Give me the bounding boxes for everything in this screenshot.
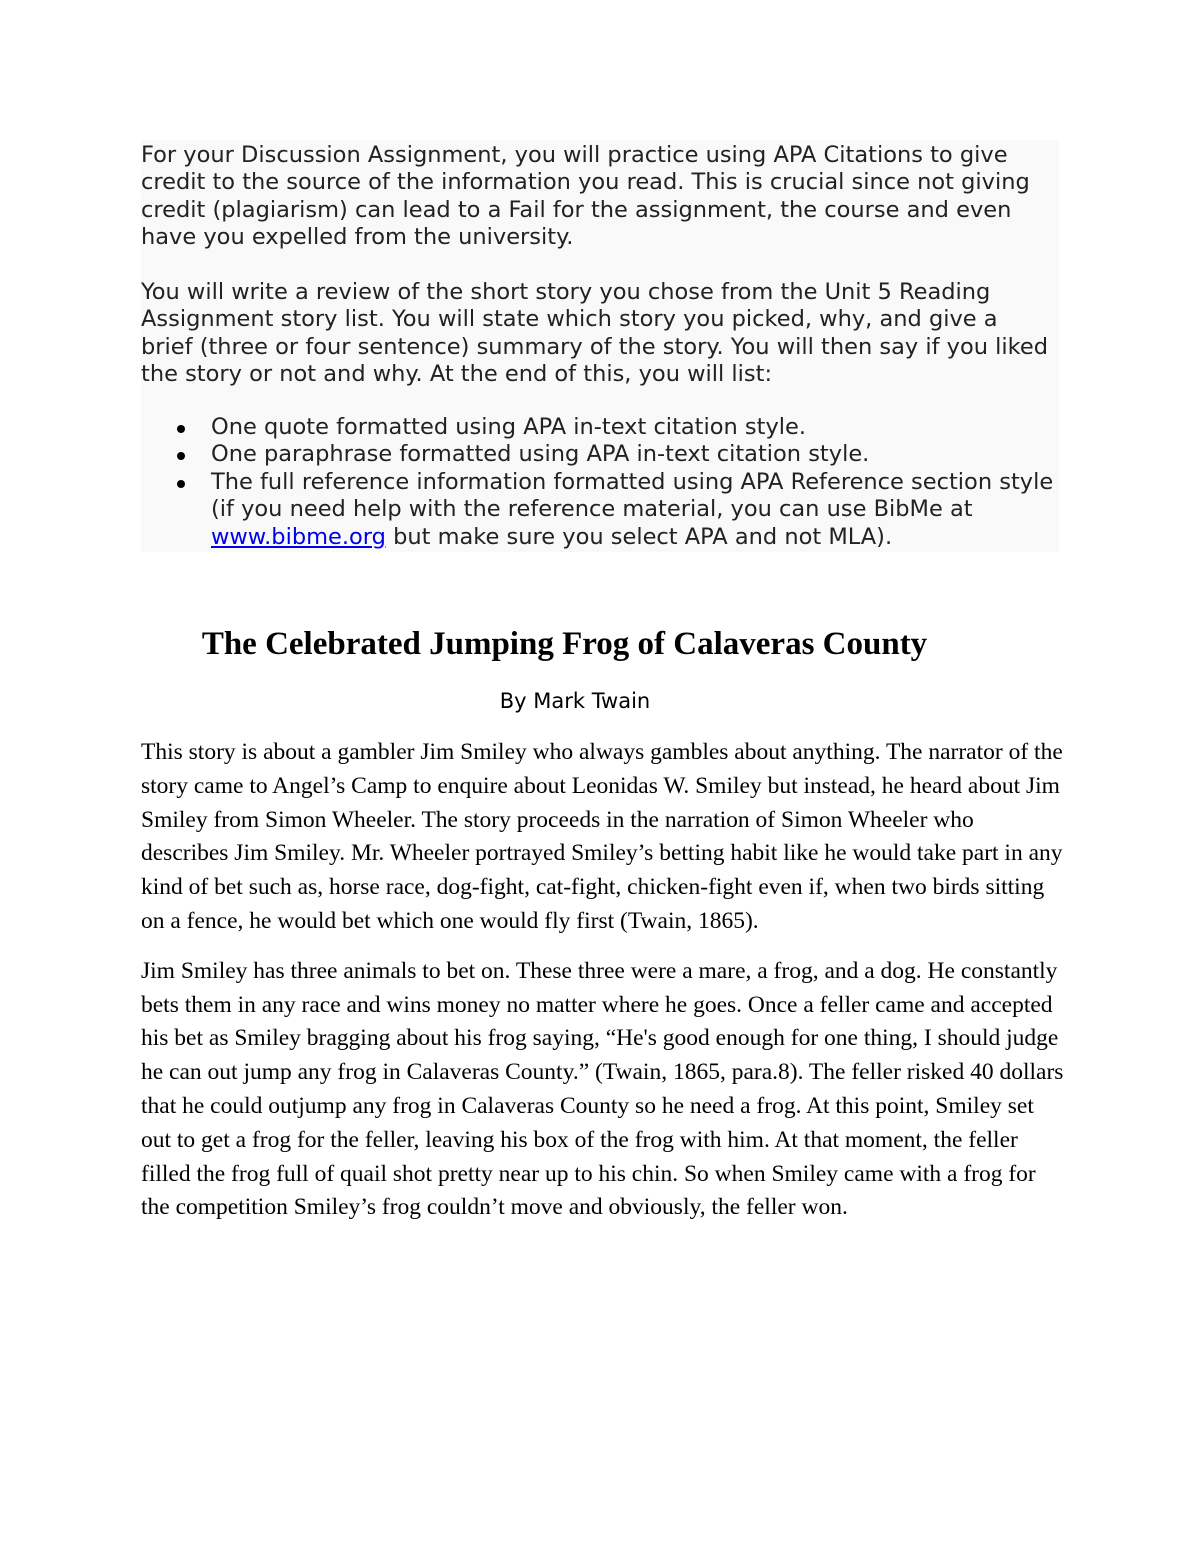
bibme-link[interactable]: www.bibme.org [211, 523, 386, 550]
story-summary [141, 736, 1066, 1241]
list-item [141, 441, 1059, 468]
list-item-text: The full reference information formatted using APA Reference section style (if you need help with the reference material, you can use BibMe at [211, 468, 1054, 523]
bullet-icon [177, 480, 185, 488]
story-title: The Celebrated Jumping Frog of Calaveras County [201, 626, 928, 662]
assignment-intro-paragraph: For your Discussion Assignment, you will practice using APA Citations to give credit to the source of the information you read. This is crucial since not giving credit (plagiarism) can lead to a Fail for the assignment, the course and even have you expelled from the university. [141, 142, 1030, 251]
bullet-icon [177, 452, 185, 460]
assignment-task-paragraph: You will write a review of the short story you chose from the Unit 5 Reading Assignment story list. You will state which story you picked, why, and give a brief (three or four sentence) summary of the story. You will then say if you liked the story or not and why. At the end of this, you will list: [141, 279, 1049, 388]
summary-paragraph: This story is about a gambler Jim Smiley who always gambles about anything. The narrator of the story came to Angel’s Camp to enquire about Leonidas W. Smiley but instead, he heard about Jim Smiley from Simon Wheeler. The story proceeds in the narration of Simon Wheeler who describes Jim Smiley. Mr. Wheeler portrayed Smiley’s betting habit like he would take part in any kind of bet such as, horse race, dog-fight, cat-fight, chicken-fight even if, when two birds sitting on a fence, he would bet which one would fly first (Twain, 1865). [141, 739, 1063, 934]
requirements-list [141, 414, 1059, 551]
list-item-text: One quote formatted using APA in-text citation style. [211, 414, 807, 440]
story-author: By Mark Twain [499, 689, 651, 713]
list-item [141, 469, 1059, 551]
list-item [141, 414, 1059, 441]
assignment-instructions [141, 140, 1059, 552]
list-item-text: One paraphrase formatted using APA in-text citation style. [211, 441, 870, 468]
list-item-text-end: but make sure you select APA and not MLA). [385, 523, 893, 550]
bullet-icon [177, 425, 185, 433]
summary-paragraph: Jim Smiley has three animals to bet on. These three were a mare, a frog, and a dog. He constantly bets them in any race and wins money no matter where he goes. Once a feller came and accepted his bet as Smiley bragging about his frog saying, “He's good enough for one thing, I should judge he can out jump any frog in Calaveras County.” (Twain, 1865, para.8). The feller risked 40 dollars that he could outjump any frog in Calaveras County so he need a frog. At this point, Smiley set out to get a frog for the feller, leaving his box of the frog with him. At that moment, the feller filled the frog full of quail shot pretty near up to his chin. So when Smiley came with a frog for the competition Smiley’s frog couldn’t move and obviously, the feller won. [141, 957, 1064, 1221]
